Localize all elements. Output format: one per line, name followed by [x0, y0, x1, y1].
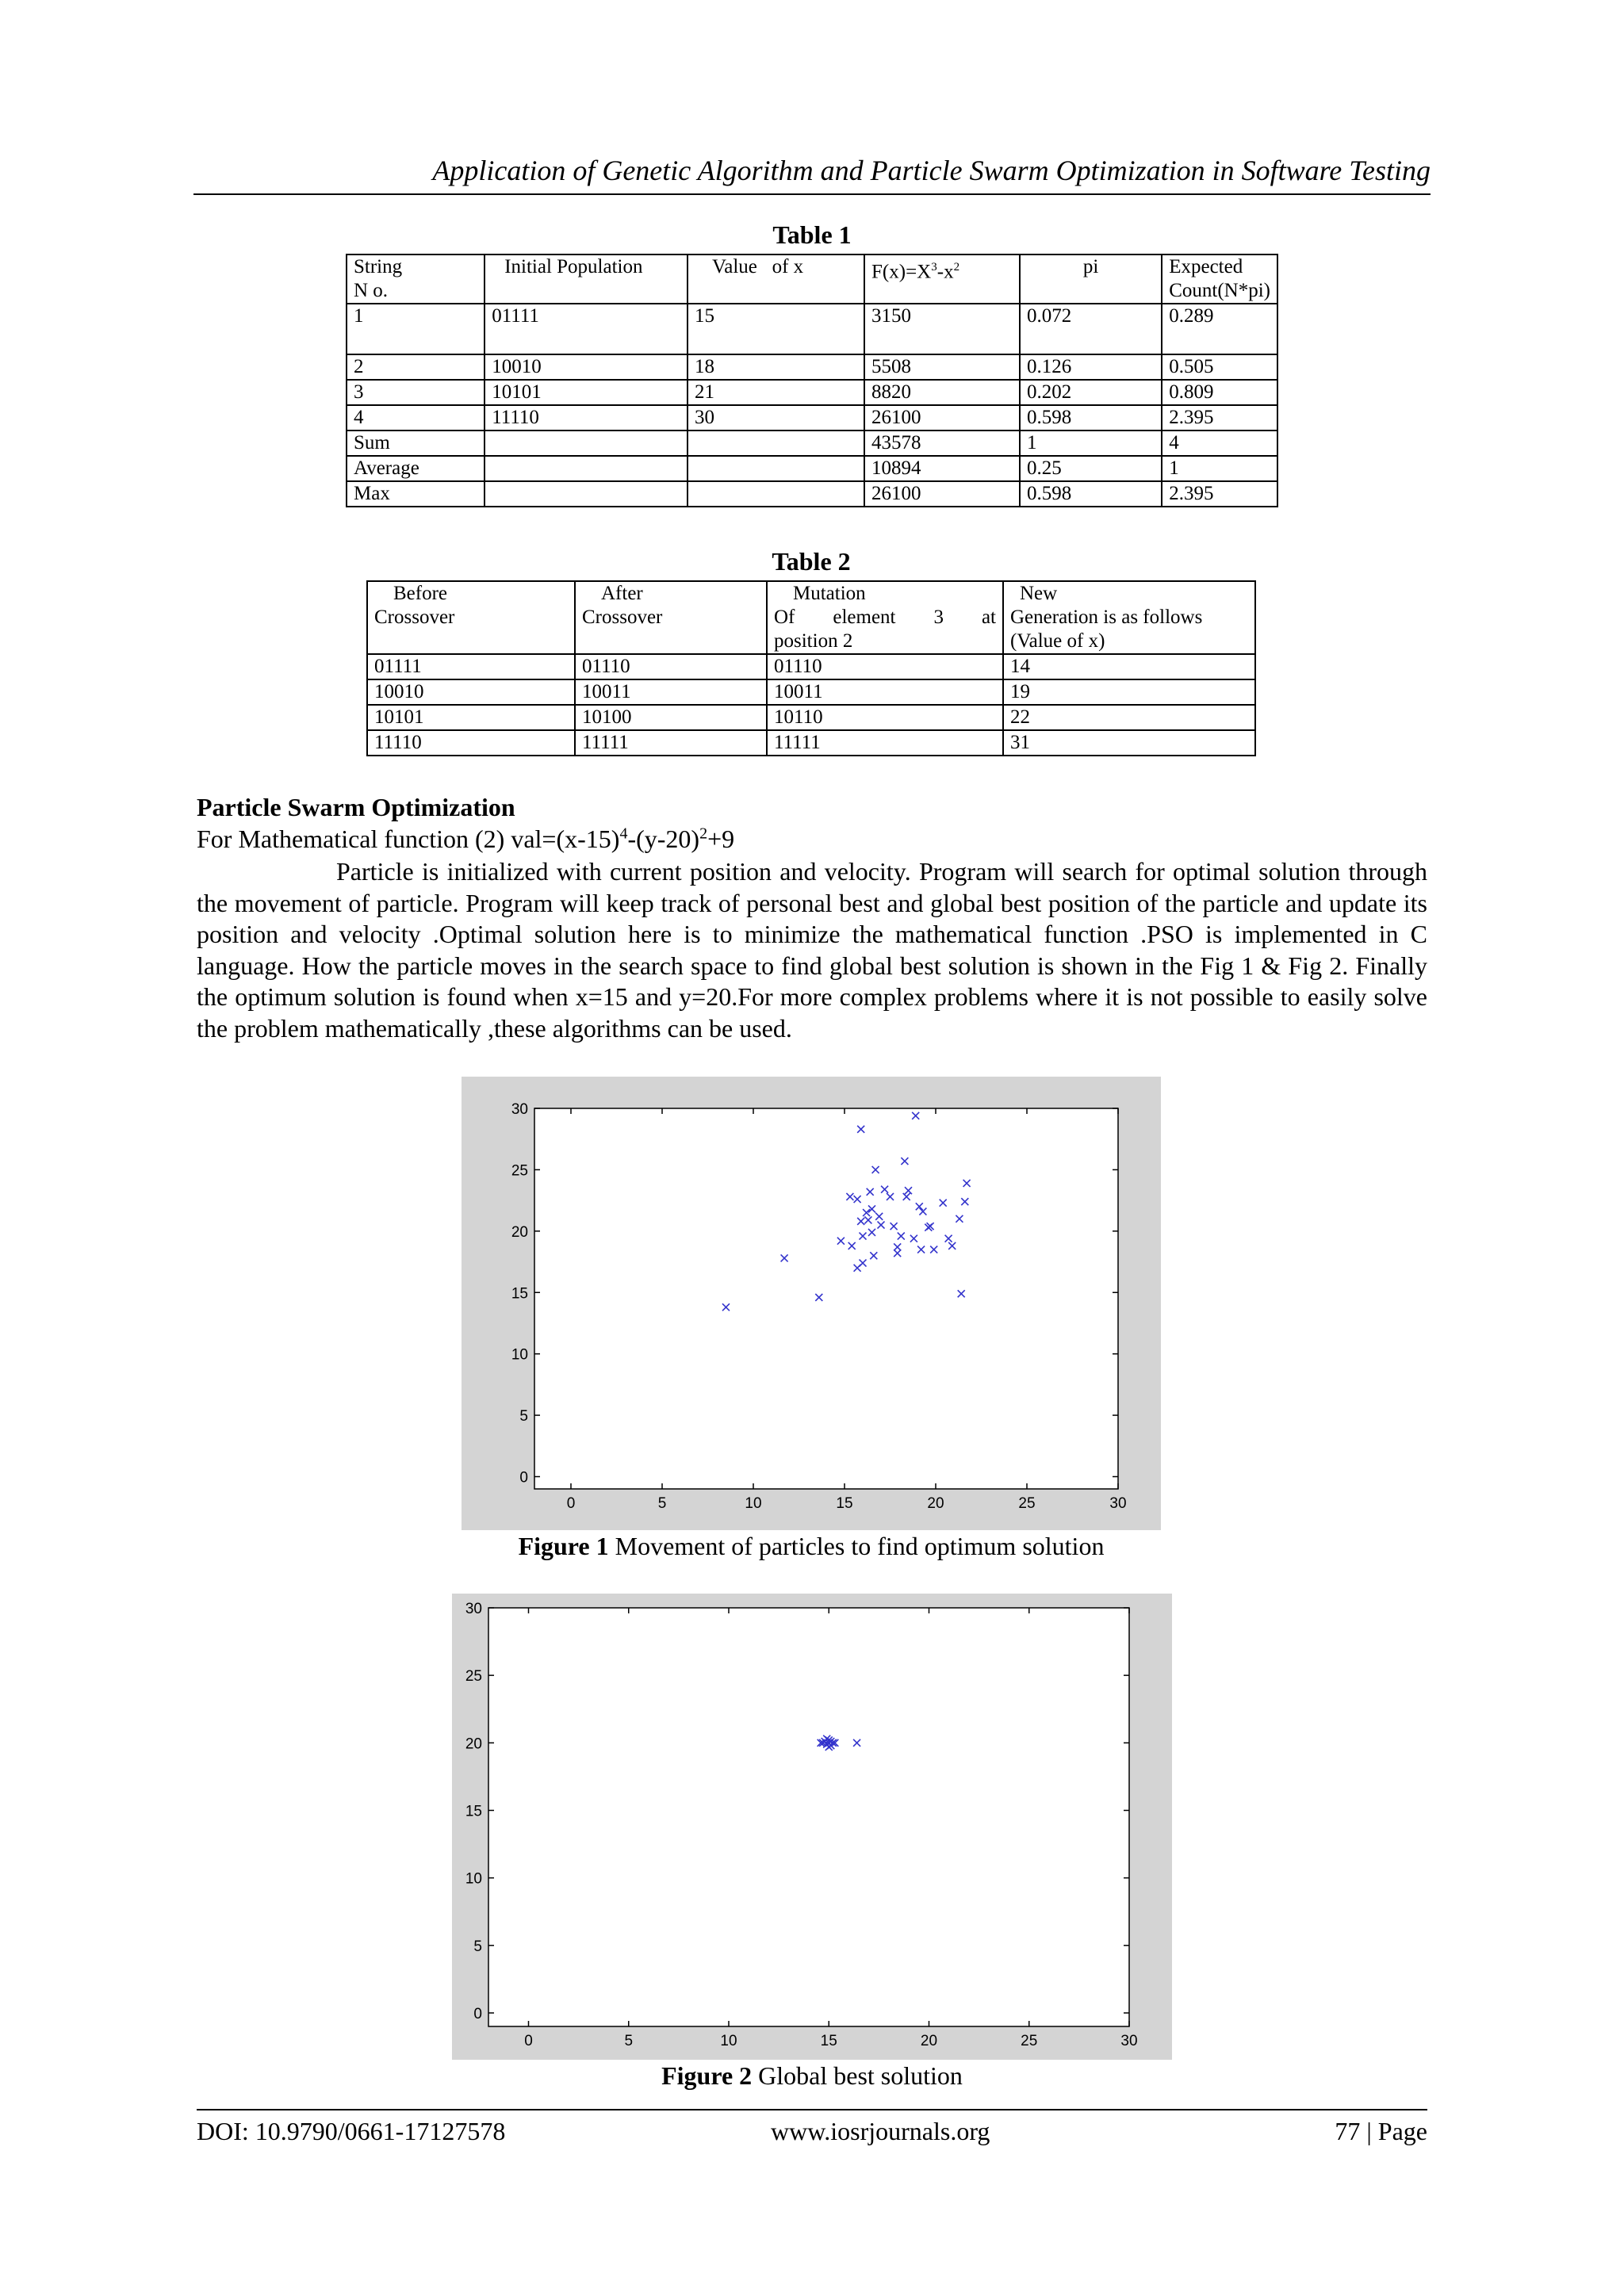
table2-cell: 14 — [1003, 654, 1255, 679]
table1-cell — [688, 481, 864, 507]
figure1-text: Movement of particles to find optimum solution — [608, 1532, 1105, 1560]
table1-cell: 11110 — [485, 405, 688, 430]
table1-cell: 2 — [347, 354, 485, 380]
table2-body — [367, 654, 1255, 756]
table1-row — [347, 380, 1277, 405]
table1-cell: 30 — [688, 405, 864, 430]
table1-cell: 0.598 — [1020, 405, 1162, 430]
table1-cell: 10894 — [864, 456, 1020, 481]
table1-cell: Max — [347, 481, 485, 507]
table2-row — [367, 654, 1255, 679]
x-tick-label: 10 — [745, 1495, 762, 1512]
footer-website[interactable]: www.iosrjournals.org — [771, 2117, 990, 2145]
formula-text: For Mathematical function (2) val=(x-15) — [197, 825, 620, 853]
table2-cell: 11111 — [575, 730, 767, 756]
y-tick-label: 10 — [465, 1870, 482, 1888]
table1-cell: 5508 — [864, 354, 1020, 380]
y-tick-label: 25 — [465, 1668, 482, 1686]
table1-cell: 1 — [1020, 430, 1162, 456]
table2-header-cell: New Generation is as follows (Value of x) — [1003, 581, 1255, 654]
figure2-scatter-plot — [452, 1594, 1172, 2060]
figure1-label: Figure 1 — [518, 1532, 609, 1560]
table2-cell: 10101 — [367, 705, 575, 730]
page-footer — [197, 2109, 1427, 2150]
table1-header-cell: Initial Population — [485, 254, 688, 304]
table1-cell: 43578 — [864, 430, 1020, 456]
table1-cell — [485, 456, 688, 481]
table1-cell: Sum — [347, 430, 485, 456]
table2-row — [367, 705, 1255, 730]
table1-cell: 0.202 — [1020, 380, 1162, 405]
x-tick-label: 25 — [1021, 2033, 1038, 2049]
table1-cell: 0.25 — [1020, 456, 1162, 481]
y-tick-label: 0 — [519, 1469, 528, 1487]
table2-cell: 10010 — [367, 679, 575, 705]
table1-cell — [688, 456, 864, 481]
table1-cell: 3150 — [864, 304, 1020, 354]
y-tick-label: 15 — [465, 1803, 482, 1820]
table2-header-cell: Before Crossover — [367, 581, 575, 654]
table1-row — [347, 354, 1277, 380]
table1-header-cell: Value of x — [688, 254, 864, 304]
table1-cell: 01111 — [485, 304, 688, 354]
plot-area — [488, 1608, 1129, 2026]
figure1-panel — [462, 1077, 1161, 1530]
x-tick-label: 20 — [920, 2033, 938, 2049]
table1-cell: 0.809 — [1162, 380, 1277, 405]
y-tick-label: 15 — [511, 1285, 528, 1303]
formula-text: -(y-20) — [627, 825, 700, 853]
figure1-scatter-plot — [462, 1077, 1161, 1530]
x-tick-label: 0 — [524, 2033, 533, 2049]
x-tick-label: 20 — [927, 1495, 944, 1512]
table1-cell — [485, 481, 688, 507]
table2-cell: 01111 — [367, 654, 575, 679]
table2-row — [367, 730, 1255, 756]
table1 — [346, 254, 1278, 507]
table1-cell: 18 — [688, 354, 864, 380]
table1-cell: 0.289 — [1162, 304, 1277, 354]
body-paragraph: Particle is initialized with current position and velocity. Program will search for optimal solution through the movement of particle. Program will keep track of personal best and global best position of the particle and update its position and velocity .Optimal solution here is to minimize the mathematical function .PSO is implemented in C language. How the particle moves in the search space to find global best solution is shown in the Fig 1 & Fig 2. Finally the optimum solution is found when x=15 and y=20.For more complex problems where it is not possible to easily solve the problem mathematically ,these algorithms can be used. — [197, 857, 1427, 1043]
table2-cell: 10011 — [575, 679, 767, 705]
x-tick-label: 15 — [820, 2033, 837, 2049]
table1-cell: 15 — [688, 304, 864, 354]
table2-header-cell: After Crossover — [575, 581, 767, 654]
x-tick-label: 5 — [657, 1495, 667, 1512]
y-tick-label: 20 — [465, 1735, 482, 1753]
footer-page-number: 77 | Page — [1335, 2117, 1427, 2145]
x-tick-label: 25 — [1018, 1495, 1036, 1512]
table1-cell: 0.505 — [1162, 354, 1277, 380]
table1-row — [347, 405, 1277, 430]
x-tick-label: 30 — [1109, 1495, 1127, 1512]
table1-caption: Table 1 — [772, 220, 852, 249]
table2-cell: 10110 — [767, 705, 1003, 730]
y-tick-label: 0 — [473, 2005, 482, 2022]
table2-header-cell: Mutation Of element 3 at position 2 — [767, 581, 1003, 654]
y-tick-label: 5 — [519, 1408, 528, 1425]
table1-cell: 2.395 — [1162, 481, 1277, 507]
table2-cell: 22 — [1003, 705, 1255, 730]
table2-cell: 10100 — [575, 705, 767, 730]
table1-cell: 8820 — [864, 380, 1020, 405]
formula-exponent: 4 — [619, 825, 628, 843]
y-tick-label: 10 — [511, 1346, 528, 1364]
table1-cell: 1 — [1162, 456, 1277, 481]
table1-header-cell: String N o. — [347, 254, 485, 304]
y-tick-label: 20 — [511, 1223, 528, 1241]
table1-cell: 2.395 — [1162, 405, 1277, 430]
table2-cell: 31 — [1003, 730, 1255, 756]
table1-header-cell: $F(x)=X^3-x^2$ — [864, 254, 1020, 304]
table2 — [366, 580, 1256, 756]
table1-row — [347, 304, 1277, 354]
table2-cell: 11111 — [767, 730, 1003, 756]
x-tick-label: 0 — [566, 1495, 576, 1512]
table1-cell: 26100 — [864, 405, 1020, 430]
table1-cell: 0.126 — [1020, 354, 1162, 380]
table1-header-cell: Expected Count(N*pi) — [1162, 254, 1277, 304]
figure1-caption — [462, 1532, 1161, 1561]
y-tick-label: 30 — [465, 1601, 482, 1617]
figure2-label: Figure 2 — [661, 2061, 753, 2090]
figure2-text: Global best solution — [752, 2061, 963, 2090]
y-tick-label: 5 — [473, 1938, 482, 1955]
table2-header-row — [367, 581, 1255, 654]
table2-cell: 11110 — [367, 730, 575, 756]
section-heading: Particle Swarm Optimization — [197, 793, 515, 821]
table1-cell: 4 — [1162, 430, 1277, 456]
table1-cell: 3 — [347, 380, 485, 405]
formula-text: +9 — [707, 825, 735, 853]
table1-cell: 21 — [688, 380, 864, 405]
table2-cell: 10011 — [767, 679, 1003, 705]
table1-header-row — [347, 254, 1277, 304]
table1-row — [347, 430, 1277, 456]
plot-area — [534, 1108, 1118, 1489]
table1-cell: 4 — [347, 405, 485, 430]
formula-line — [197, 825, 734, 854]
table1-cell: 10010 — [485, 354, 688, 380]
x-tick-label: 5 — [624, 2033, 634, 2049]
table1-cell: 10101 — [485, 380, 688, 405]
table1-cell: 0.072 — [1020, 304, 1162, 354]
table1-cell — [485, 430, 688, 456]
table2-cell: 19 — [1003, 679, 1255, 705]
table1-body — [347, 304, 1277, 507]
y-tick-label: 30 — [511, 1101, 528, 1118]
x-tick-label: 15 — [836, 1495, 853, 1512]
footer-doi: DOI: 10.9790/0661-17127578 — [197, 2117, 506, 2145]
table2-row — [367, 679, 1255, 705]
table1-cell: 0.598 — [1020, 481, 1162, 507]
table1-cell: 26100 — [864, 481, 1020, 507]
x-tick-label: 30 — [1120, 2033, 1138, 2049]
figure2-caption — [452, 2061, 1172, 2091]
table1-cell: Average — [347, 456, 485, 481]
x-tick-label: 10 — [720, 2033, 737, 2049]
formula-exponent: 2 — [699, 825, 708, 843]
table1-row — [347, 481, 1277, 507]
y-tick-label: 25 — [511, 1162, 528, 1180]
table1-cell: 1 — [347, 304, 485, 354]
figure2-panel — [452, 1594, 1172, 2060]
table1-row — [347, 456, 1277, 481]
table2-caption: Table 2 — [772, 547, 851, 576]
table2-cell: 01110 — [767, 654, 1003, 679]
header-title: Application of Genetic Algorithm and Particle Swarm Optimization in Software Testing — [432, 155, 1431, 186]
running-header — [193, 151, 1431, 195]
table2-cell: 01110 — [575, 654, 767, 679]
table1-cell — [688, 430, 864, 456]
table1-header-cell: pi — [1020, 254, 1162, 304]
